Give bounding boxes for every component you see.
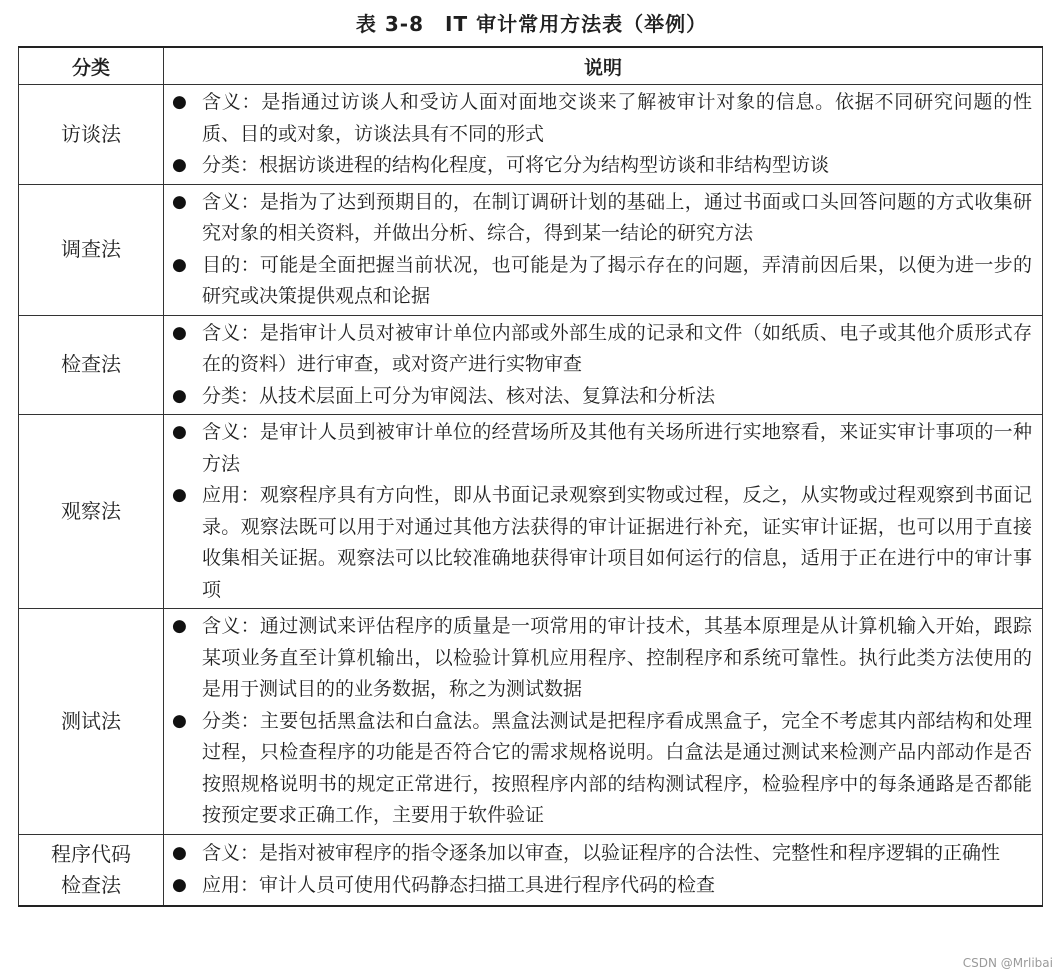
bullet-item bbox=[172, 150, 1032, 182]
category-line: 检查法 bbox=[61, 872, 121, 897]
bullet-text: 含义：是指审计人员对被审计单位内部或外部生成的记录和文件（如纸质、电子或其他介质形式存在的资料）进行审查，或对资产进行实物审查 bbox=[202, 321, 1032, 375]
bullet-icon: ● bbox=[172, 254, 187, 275]
description-cell bbox=[164, 184, 1043, 315]
table-row bbox=[19, 834, 1043, 906]
category-cell: 检查法 bbox=[19, 315, 164, 415]
table-row bbox=[19, 315, 1043, 415]
bullet-icon: ● bbox=[172, 155, 187, 175]
description-cell bbox=[164, 315, 1043, 415]
description-cell bbox=[164, 415, 1043, 609]
bullet-item bbox=[172, 250, 1032, 313]
category-line: 程序代码 bbox=[51, 841, 131, 866]
bullet-item bbox=[172, 870, 1032, 902]
bullet-icon: ● bbox=[172, 385, 187, 406]
table-row bbox=[19, 85, 1043, 185]
table-row bbox=[19, 184, 1043, 315]
bullet-icon: ● bbox=[172, 843, 187, 863]
bullet-icon: ● bbox=[172, 191, 187, 212]
header-category: 分类 bbox=[19, 47, 164, 85]
bullet-icon: ● bbox=[172, 422, 187, 442]
description-cell bbox=[164, 834, 1043, 906]
category-cell: 测试法 bbox=[19, 609, 164, 835]
bullet-item bbox=[172, 318, 1032, 381]
bullet-text: 含义：是审计人员到被审计单位的经营场所及其他有关场所进行实地察看，来证实审计事项的一种方法 bbox=[202, 421, 1032, 475]
category-cell: 观察法 bbox=[19, 415, 164, 609]
bullet-icon: ● bbox=[172, 322, 187, 343]
bullet-item bbox=[172, 87, 1032, 150]
bullet-text: 含义：通过测试来评估程序的质量是一项常用的审计技术，其基本原理是从计算机输入开始，跟踪某项业务直至计算机输出，以检验计算机应用程序、控制程序和系统可靠性。执行此类方法使用的是用于测试目的的业务数据，称之为测试数据 bbox=[202, 615, 1032, 700]
description-cell bbox=[164, 85, 1043, 185]
bullet-text: 应用：审计人员可使用代码静态扫描工具进行程序代码的检查 bbox=[202, 873, 716, 896]
bullet-text: 分类：主要包括黑盒法和白盒法。黑盒法测试是把程序看成黑盒子，完全不考虑其内部结构和处理过程，只检查程序的功能是否符合它的需求规格说明。白盒法是通过测试来检测产品内部动作是否按照规格说明书的规定正常进行，按照程序内部的结构测试程序，检验程序中的每条通路是否都能按预定要求正确工作，主要用于软件验证 bbox=[202, 709, 1032, 826]
category-cell bbox=[19, 834, 164, 906]
category-cell: 调查法 bbox=[19, 184, 164, 315]
bullet-icon: ● bbox=[172, 616, 187, 636]
bullet-text: 目的：可能是全面把握当前状况，也可能是为了揭示存在的问题，弄清前因后果，以便为进一步的研究或决策提供观点和论据 bbox=[202, 253, 1032, 307]
bullet-text: 含义：是指为了达到预期目的，在制订调研计划的基础上，通过书面或口头回答问题的方式收集研究对象的相关资料，并做出分析、综合，得到某一结论的研究方法 bbox=[202, 190, 1032, 244]
bullet-icon: ● bbox=[172, 485, 187, 505]
audit-methods-table bbox=[18, 46, 1043, 907]
bullet-item bbox=[172, 381, 1032, 413]
description-cell bbox=[164, 609, 1043, 835]
table-row bbox=[19, 609, 1043, 835]
methods-table-container bbox=[18, 46, 1042, 907]
bullet-item bbox=[172, 706, 1032, 832]
bullet-text: 分类：从技术层面上可分为审阅法、核对法、复算法和分析法 bbox=[202, 384, 716, 407]
bullet-text: 含义：是指对被审程序的指令逐条加以审查，以验证程序的合法性、完整性和程序逻辑的正确性 bbox=[202, 842, 1001, 864]
bullet-icon: ● bbox=[172, 710, 187, 731]
bullet-item bbox=[172, 838, 1032, 870]
table-title: 表 3-8 IT 审计常用方法表（举例） bbox=[355, 12, 708, 36]
bullet-item bbox=[172, 480, 1032, 606]
bullet-text: 含义：是指通过访谈人和受访人面对面地交谈来了解被审计对象的信息。依据不同研究问题的性质、目的或对象，访谈法具有不同的形式 bbox=[202, 91, 1032, 145]
table-header-row bbox=[19, 47, 1043, 85]
category-cell: 访谈法 bbox=[19, 85, 164, 185]
bullet-item bbox=[172, 611, 1032, 706]
bullet-item bbox=[172, 187, 1032, 250]
bullet-item bbox=[172, 417, 1032, 480]
header-description: 说明 bbox=[164, 47, 1043, 85]
watermark: CSDN @Mrlibai bbox=[962, 956, 1053, 970]
bullet-text: 分类：根据访谈进程的结构化程度，可将它分为结构型访谈和非结构型访谈 bbox=[202, 154, 830, 176]
bullet-text: 应用：观察程序具有方向性，即从书面记录观察到实物或过程，反之，从实物或过程观察到书面记录。观察法既可以用于对通过其他方法获得的审计证据进行补充，证实审计证据，也可以用于直接收集相关证据。观察法可以比较准确地获得审计项目如何运行的信息，适用于正在进行中的审计事项 bbox=[202, 484, 1032, 601]
bullet-icon: ● bbox=[172, 874, 187, 895]
bullet-icon: ● bbox=[172, 92, 187, 112]
table-row bbox=[19, 415, 1043, 609]
